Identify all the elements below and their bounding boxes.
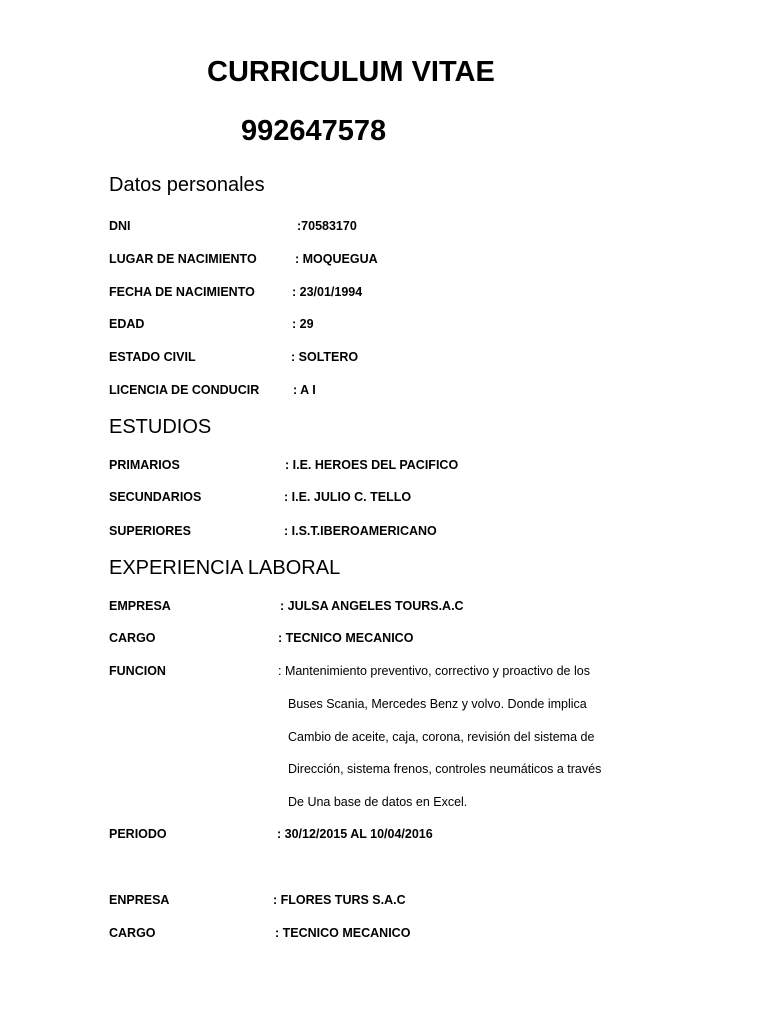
job1-cargo-value: : TECNICO MECANICO xyxy=(278,631,414,645)
job1-periodo-label: PERIODO xyxy=(109,827,167,841)
personal-label-dni: DNI xyxy=(109,219,131,233)
job2-cargo-value: : TECNICO MECANICO xyxy=(275,926,411,940)
personal-label-age: EDAD xyxy=(109,317,145,331)
job1-funcion-line: Buses Scania, Mercedes Benz y volvo. Donde implica xyxy=(288,697,587,711)
personal-value-civil-status: : SOLTERO xyxy=(291,350,359,364)
job1-cargo-label: CARGO xyxy=(109,631,156,645)
personal-label-civil-status: ESTADO CIVIL xyxy=(109,350,196,364)
studies-label-higher: SUPERIORES xyxy=(109,524,191,538)
studies-value-secondary: : I.E. JULIO C. TELLO xyxy=(284,490,412,504)
document-title: CURRICULUM VITAE xyxy=(207,56,495,88)
studies-label-secondary: SECUNDARIOS xyxy=(109,490,202,504)
job1-funcion-line: De Una base de datos en Excel. xyxy=(288,795,468,809)
studies-value-primary: : I.E. HEROES DEL PACIFICO xyxy=(285,458,459,472)
experience-heading: EXPERIENCIA LABORAL xyxy=(109,557,341,579)
job1-funcion-line: Dirección, sistema frenos, controles neumáticos a través xyxy=(288,762,602,776)
job1-funcion-label: FUNCION xyxy=(109,664,166,678)
personal-value-birthplace: : MOQUEGUA xyxy=(295,252,378,266)
job1-periodo-value: : 30/12/2015 AL 10/04/2016 xyxy=(277,827,433,841)
studies-heading: ESTUDIOS xyxy=(109,416,212,438)
personal-value-birthdate: : 23/01/1994 xyxy=(292,285,363,299)
job1-empresa-value: : JULSA ANGELES TOURS.A.C xyxy=(280,599,464,613)
job1-funcion-line: Cambio de aceite, caja, corona, revisión del sistema de xyxy=(288,730,595,744)
personal-value-dni: :70583170 xyxy=(297,219,357,233)
studies-value-higher: : I.S.T.IBEROAMERICANO xyxy=(284,524,437,538)
personal-heading: Datos personales xyxy=(109,174,265,196)
job2-empresa-value: : FLORES TURS S.A.C xyxy=(273,893,406,907)
phone-number: 992647578 xyxy=(241,115,387,147)
job2-empresa-label: ENPRESA xyxy=(109,893,170,907)
personal-label-birthplace: LUGAR DE NACIMIENTO xyxy=(109,252,257,266)
job1-empresa-label: EMPRESA xyxy=(109,599,171,613)
personal-label-birthdate: FECHA DE NACIMIENTO xyxy=(109,285,255,299)
job2-cargo-label: CARGO xyxy=(109,926,156,940)
personal-value-age: : 29 xyxy=(292,317,314,331)
job1-funcion-line: : Mantenimiento preventivo, correctivo y proactivo de los xyxy=(278,664,590,678)
studies-label-primary: PRIMARIOS xyxy=(109,458,180,472)
personal-label-license: LICENCIA DE CONDUCIR xyxy=(109,383,260,397)
personal-value-license: : A I xyxy=(293,383,316,397)
